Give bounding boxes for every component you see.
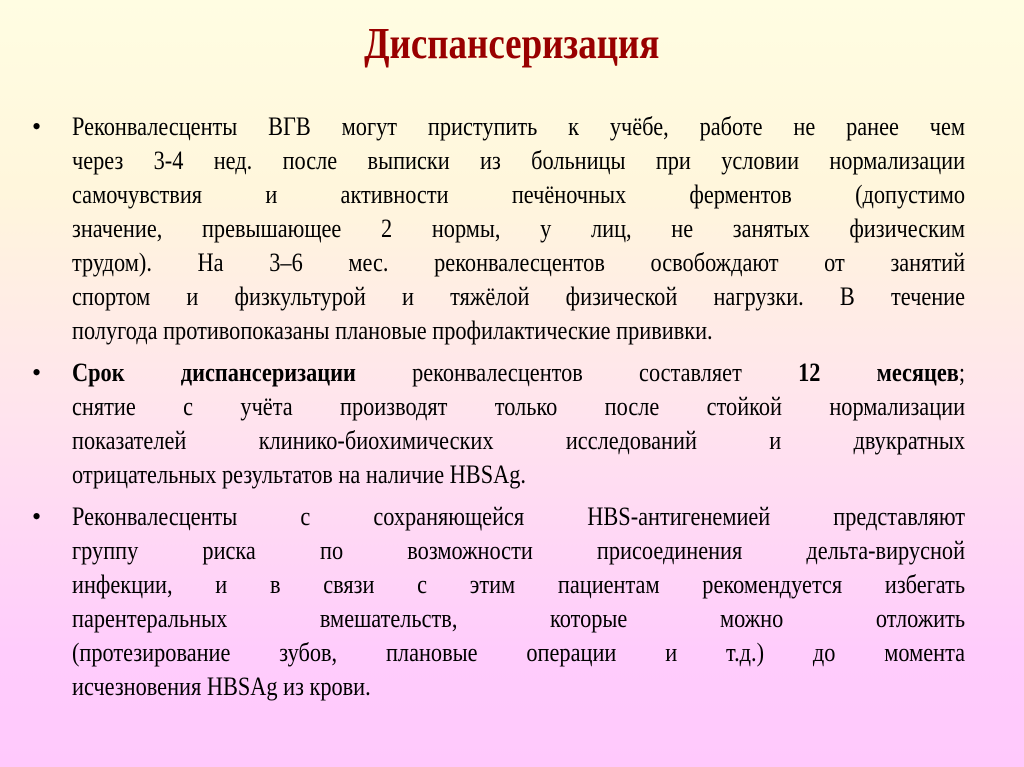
- bullet-icon: •: [32, 112, 42, 141]
- bullet-paragraph: [32, 500, 966, 704]
- text-segment: показателей клинико-биохимических исследований и двукратных: [72, 426, 966, 455]
- text-line: [72, 212, 965, 246]
- text-line: [72, 568, 965, 602]
- bullet-icon: •: [32, 502, 42, 531]
- text-segment: спортом и физкультурой и тяжёлой физической нагрузки. В течение: [72, 282, 966, 311]
- slide-body: [32, 110, 966, 712]
- text-segment: парентеральных вмешательств, которые можно отложить: [72, 604, 966, 633]
- text-segment: исчезновения HBSAg из крови.: [72, 672, 371, 701]
- text-line: [72, 110, 965, 144]
- text-line: [72, 500, 965, 534]
- bullet-paragraph: [32, 110, 966, 348]
- text-segment: (протезирование зубов, плановые операции и т.д.) до момента: [72, 638, 966, 667]
- text-line: [72, 602, 965, 636]
- text-line: [72, 534, 965, 568]
- text-line: [72, 314, 965, 348]
- text-line: [72, 144, 965, 178]
- slide-title-container: [0, 18, 1024, 69]
- text-segment: инфекции, и в связи с этим пациентам рекомендуется избегать: [72, 570, 966, 599]
- text-line: [72, 280, 965, 314]
- text-segment: отрицательных результатов на наличие HBSAg.: [72, 460, 526, 489]
- text-line: [72, 390, 965, 424]
- text-segment: ;: [958, 358, 966, 387]
- bold-text: Срок диспансеризации: [72, 358, 356, 387]
- text-line: [72, 458, 965, 492]
- text-line: [72, 356, 965, 390]
- text-segment: Реконвалесценты ВГВ могут приступить к учёбе, работе не ранее чем: [72, 112, 966, 141]
- text-line: [72, 178, 965, 212]
- text-segment: через 3-4 нед. после выписки из больницы при условии нормализации: [72, 146, 966, 175]
- text-segment: полугода противопоказаны плановые профилактические прививки.: [72, 316, 713, 345]
- bullet-paragraph: [32, 356, 966, 492]
- text-segment: значение, превышающее 2 нормы, у лиц, не занятых физическим: [72, 214, 966, 243]
- text-line: [72, 424, 965, 458]
- text-segment: самочувствия и активности печёночных ферментов (допустимо: [72, 180, 966, 209]
- text-line: [72, 246, 965, 280]
- text-line: [72, 670, 965, 704]
- text-segment: трудом). На 3–6 мес. реконвалесцентов освобождают от занятий: [72, 248, 966, 277]
- text-segment: Реконвалесценты с сохраняющейся HBS-антигенемией представляют: [72, 502, 966, 531]
- bullet-icon: •: [32, 358, 42, 387]
- text-segment: снятие с учёта производят только после стойкой нормализации: [72, 392, 966, 421]
- slide-title: Диспансеризация: [364, 19, 660, 68]
- bold-text: 12 месяцев: [798, 358, 959, 387]
- text-segment: реконвалесцентов составляет: [355, 358, 799, 387]
- text-line: [72, 636, 965, 670]
- text-segment: группу риска по возможности присоединения дельта-вирусной: [72, 536, 966, 565]
